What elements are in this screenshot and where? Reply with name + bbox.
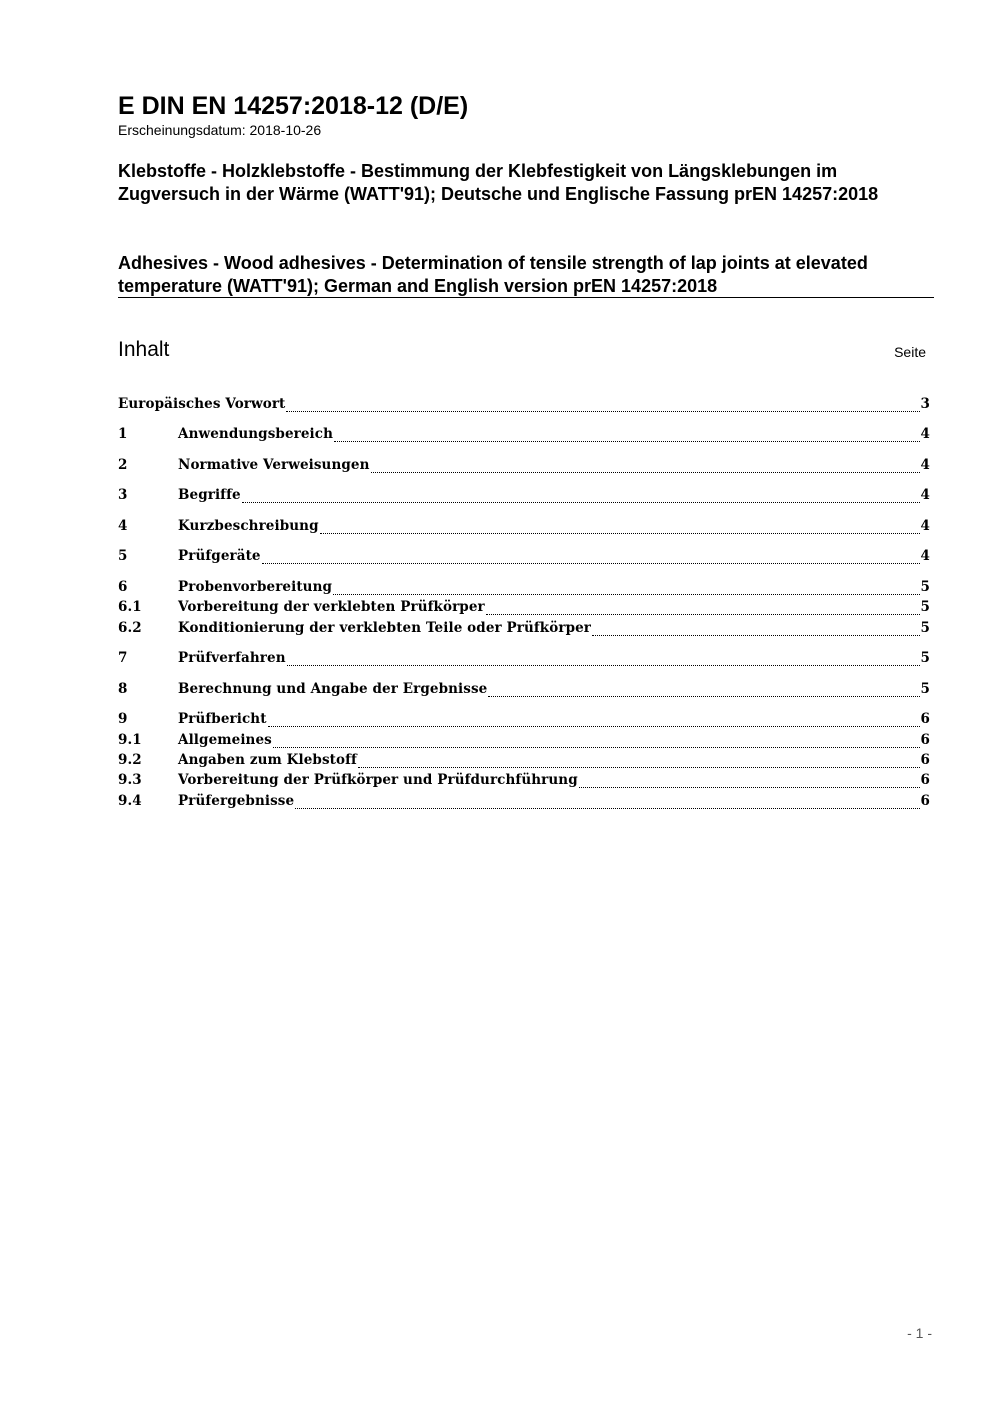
toc-entry-number: 8 xyxy=(118,681,128,697)
toc-entry-page: 4 xyxy=(920,518,930,534)
toc-entry-number: 9.1 xyxy=(118,732,142,748)
toc-leader-dots xyxy=(488,696,919,697)
toc-entry-page: 5 xyxy=(920,620,930,636)
toc-entry-page: 5 xyxy=(920,579,930,595)
toc-entry-title: Europäisches Vorwort xyxy=(118,396,286,412)
toc-entry[interactable] xyxy=(118,518,930,538)
toc-entry-title: Prüfgeräte xyxy=(178,548,261,564)
toc-entry-page: 6 xyxy=(920,772,930,788)
toc-entry-title: Berechnung und Angabe der Ergebnisse xyxy=(178,681,488,697)
toc-entry-page: 6 xyxy=(920,752,930,768)
toc-entry-number: 9.4 xyxy=(118,793,142,809)
toc-entry-number: 7 xyxy=(118,650,128,666)
toc-entry[interactable] xyxy=(118,732,930,752)
toc-entry-title: Prüfbericht xyxy=(178,711,267,727)
toc-leader-dots xyxy=(295,808,919,809)
toc-entry[interactable] xyxy=(118,711,930,731)
toc-leader-dots xyxy=(334,441,919,442)
toc-entry[interactable] xyxy=(118,426,930,446)
toc-entry-title: Allgemeines xyxy=(178,732,272,748)
toc-leader-dots xyxy=(268,726,920,727)
toc-entry-number: 4 xyxy=(118,518,128,534)
toc-entry-number: 6.2 xyxy=(118,620,142,636)
toc-entry-title: Vorbereitung der Prüfkörper und Prüfdurchführung xyxy=(178,772,578,788)
toc-entry-page: 5 xyxy=(920,599,930,615)
toc-leader-dots xyxy=(358,767,920,768)
toc-entry-title: Probenvorbereitung xyxy=(178,579,333,595)
toc-entry-number: 3 xyxy=(118,487,128,503)
toc-leader-dots xyxy=(242,502,920,503)
page-number: - 1 - xyxy=(907,1325,932,1341)
toc-entry-page: 4 xyxy=(920,548,930,564)
title-english: Adhesives - Wood adhesives - Determination of tensile strength of lap joints at elevated temperature (WATT'91); German and English version prEN 14257:2018 xyxy=(118,253,868,296)
toc-entry-number: 6.1 xyxy=(118,599,142,615)
toc-entry[interactable] xyxy=(118,620,930,640)
toc-entry-title: Prüfergebnisse xyxy=(178,793,295,809)
toc-leader-dots xyxy=(579,787,920,788)
toc-entry[interactable] xyxy=(118,579,930,599)
toc-entry-title: Vorbereitung der verklebten Prüfkörper xyxy=(178,599,485,615)
toc-leader-dots xyxy=(273,747,920,748)
toc-entry[interactable] xyxy=(118,457,930,477)
document-id: E DIN EN 14257:2018-12 (D/E) xyxy=(118,92,469,120)
toc-entry[interactable] xyxy=(118,548,930,568)
title-divider xyxy=(118,297,934,298)
toc-entry-page: 6 xyxy=(920,793,930,809)
publication-date: Erscheinungsdatum: 2018-10-26 xyxy=(118,122,322,138)
toc-entry-number: 1 xyxy=(118,426,128,442)
toc-leader-dots xyxy=(371,472,920,473)
toc-entry-page: 6 xyxy=(920,711,930,727)
toc-entry[interactable] xyxy=(118,752,930,772)
toc-entry-page: 4 xyxy=(920,426,930,442)
toc-entry-page: 5 xyxy=(920,650,930,666)
toc-entry-number: 5 xyxy=(118,548,128,564)
toc-entry-page: 3 xyxy=(920,396,930,412)
toc-entry-number: 9.2 xyxy=(118,752,142,768)
toc-entry[interactable] xyxy=(118,681,930,701)
toc-entry-title: Begriffe xyxy=(178,487,241,503)
toc-entry-title: Konditionierung der verklebten Teile oder Prüfkörper xyxy=(178,620,592,636)
toc-entry[interactable] xyxy=(118,793,930,813)
toc-entry-title: Normative Verweisungen xyxy=(178,457,370,473)
toc-leader-dots xyxy=(320,533,920,534)
toc-entry-number: 2 xyxy=(118,457,128,473)
toc-entry-number: 9 xyxy=(118,711,128,727)
toc-entry[interactable] xyxy=(118,487,930,507)
toc-entry[interactable] xyxy=(118,650,930,670)
toc-entry[interactable] xyxy=(118,396,930,416)
toc-entry-page: 6 xyxy=(920,732,930,748)
toc-leader-dots xyxy=(287,665,920,666)
toc-leader-dots xyxy=(286,411,919,412)
toc-entry-page: 5 xyxy=(920,681,930,697)
title-german: Klebstoffe - Holzklebstoffe - Bestimmung der Klebfestigkeit von Längsklebungen im Zugversuch in der Wärme (WATT'91); Deutsche und Englische Fassung prEN 14257:2018 xyxy=(118,161,879,204)
toc-leader-dots xyxy=(262,563,920,564)
toc-leader-dots xyxy=(333,594,919,595)
toc-entry-title: Angaben zum Klebstoff xyxy=(178,752,357,768)
toc-heading: Inhalt xyxy=(118,338,170,361)
toc-entry-page: 4 xyxy=(920,487,930,503)
toc-entry-title: Anwendungsbereich xyxy=(178,426,334,442)
toc-entry-page: 4 xyxy=(920,457,930,473)
toc-entry-number: 6 xyxy=(118,579,128,595)
toc-leader-dots xyxy=(592,635,919,636)
toc-entry-title: Prüfverfahren xyxy=(178,650,286,666)
toc-entry-number: 9.3 xyxy=(118,772,142,788)
toc-page-label: Seite xyxy=(894,344,926,360)
toc-entry-title: Kurzbeschreibung xyxy=(178,518,319,534)
toc-leader-dots xyxy=(486,614,920,615)
toc-entry[interactable] xyxy=(118,772,930,792)
toc-entry[interactable] xyxy=(118,599,930,619)
